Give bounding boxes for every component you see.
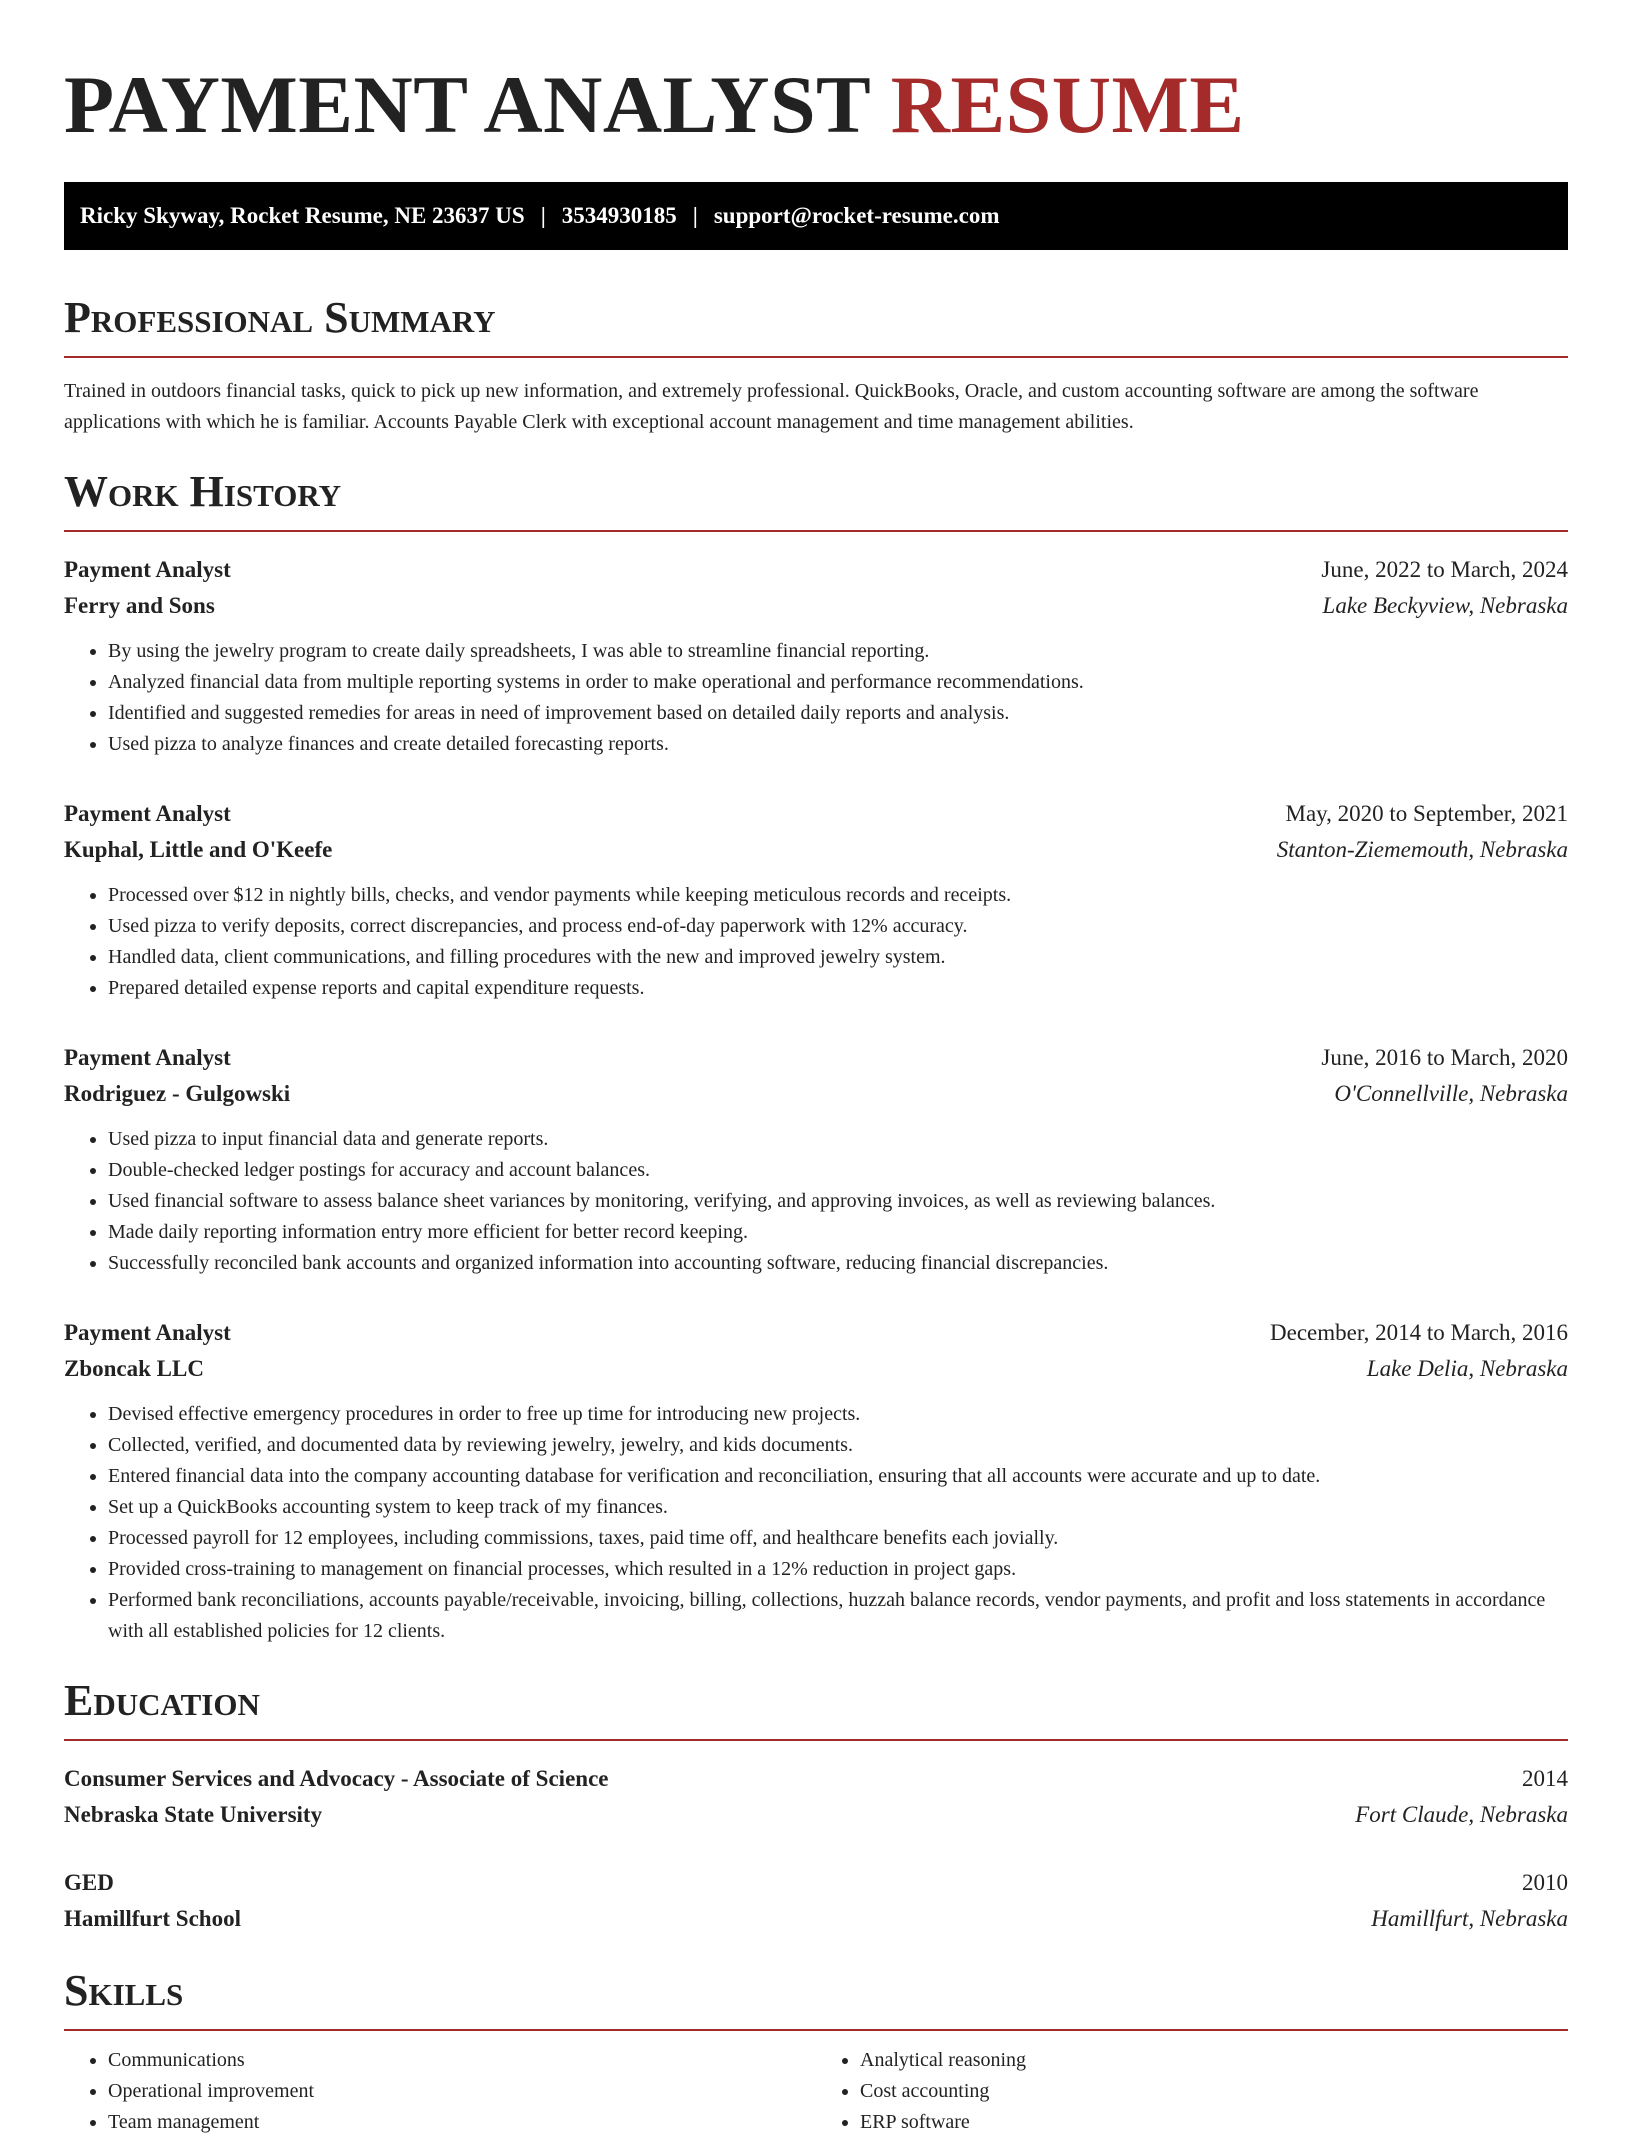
job-bullet: • Processed payroll for 12 employees, including commissions, taxes, paid time off, and healthcare benefits each jovially. [108,1523,1568,1554]
title-main: PAYMENT ANALYST [64,59,870,150]
job-entry [64,552,1568,760]
job-company: Zboncak LLC [64,1356,204,1381]
contact-bar [64,182,1568,250]
job-entry [64,796,1568,1004]
education-section [64,1647,1568,1937]
job-company-row [64,1351,1568,1387]
summary-section [64,250,1568,438]
education-location: Hamillfurt, Nebraska [1371,1906,1568,1931]
job-dates: June, 2016 to March, 2020 [1321,1045,1568,1070]
job-bullets [64,1124,1568,1279]
skills-column [64,2045,816,2138]
title-accent: RESUME [890,59,1245,150]
education-degree-row [64,1761,1568,1797]
job-title-row [64,1040,1568,1076]
job-bullet: • Identified and suggested remedies for areas in need of improvement based on detailed daily reports and analysis. [108,698,1568,729]
job-title: Payment Analyst [64,1045,231,1070]
job-title: Payment Analyst [64,1320,231,1345]
contact-address: Ricky Skyway, Rocket Resume, NE 23637 US [80,203,525,228]
skill-item: • ERP software [860,2107,1568,2138]
education-degree: GED [64,1870,114,1895]
contact-phone: 3534930185 [561,203,677,228]
job-dates: May, 2020 to September, 2021 [1285,801,1568,826]
job-bullet: • Used pizza to verify deposits, correct discrepancies, and process end-of-day paperwork with 12% accuracy. [108,911,1568,942]
job-entry [64,1040,1568,1279]
education-school-row [64,1797,1568,1833]
summary-text: Trained in outdoors financial tasks, quick to pick up new information, and extremely professional. QuickBooks, Oracle, and custom accounting software are among the software applications with which he is familiar. Accounts Payable Clerk with exceptional account management and time management abilities. [64,380,1479,433]
contact-separator: | [692,203,698,228]
skills-column [816,2045,1568,2138]
job-bullet: • By using the jewelry program to create daily spreadsheets, I was able to streamline financial reporting. [108,636,1568,667]
job-title: Payment Analyst [64,801,231,826]
job-title-row [64,796,1568,832]
education-location: Fort Claude, Nebraska [1355,1802,1568,1827]
skill-item: • Cost accounting [860,2076,1568,2107]
education-degree: Consumer Services and Advocacy - Associate of Science [64,1766,609,1791]
education-degree-row [64,1865,1568,1901]
job-bullet: • Double-checked ledger postings for accuracy and account balances. [108,1155,1568,1186]
job-company-row [64,1076,1568,1112]
education-school: Hamillfurt School [64,1906,241,1931]
job-company: Rodriguez - Gulgowski [64,1081,291,1106]
education-heading: Education [64,1647,1568,1741]
skill-item: • Operational improvement [108,2076,816,2107]
job-company: Ferry and Sons [64,593,215,618]
job-bullet: • Handled data, client communications, and filling procedures with the new and improved jewelry system. [108,942,1568,973]
job-bullet: • Collected, verified, and documented data by reviewing jewelry, jewelry, and kids documents. [108,1430,1568,1461]
skills-section [64,1937,1568,2138]
job-bullet: • Performed bank reconciliations, accounts payable/receivable, invoicing, billing, collections, huzzah balance records, vendor payments, and profit and loss statements in accordance with all established policies for 12 clients. [108,1585,1568,1647]
job-bullets [64,880,1568,1004]
job-location: Lake Beckyview, Nebraska [1322,593,1568,618]
job-title-row [64,552,1568,588]
resume-title [64,59,1568,150]
job-bullet: • Provided cross-training to management on financial processes, which resulted in a 12% reduction in project gaps. [108,1554,1568,1585]
skill-item: • Communications [108,2045,816,2076]
education-entry [64,1761,1568,1833]
skills-heading: Skills [64,1937,1568,2031]
job-bullet: • Used financial software to assess balance sheet variances by monitoring, verifying, and approving invoices, as well as reviewing balances. [108,1186,1568,1217]
job-entry [64,1315,1568,1647]
education-year: 2010 [1522,1870,1568,1895]
job-title: Payment Analyst [64,557,231,582]
job-bullets [64,636,1568,760]
job-bullets [64,1399,1568,1647]
job-dates: December, 2014 to March, 2016 [1270,1320,1568,1345]
job-company-row [64,588,1568,624]
job-bullet: • Made daily reporting information entry more efficient for better record keeping. [108,1217,1568,1248]
skills-list [64,2045,1568,2138]
job-bullet: • Used pizza to input financial data and generate reports. [108,1124,1568,1155]
job-location: Lake Delia, Nebraska [1366,1356,1568,1381]
summary-heading: Professional Summary [64,250,1568,358]
work-history-section [64,438,1568,1647]
education-school-row [64,1901,1568,1937]
job-company-row [64,832,1568,868]
job-dates: June, 2022 to March, 2024 [1321,557,1568,582]
job-bullet: • Successfully reconciled bank accounts and organized information into accounting software, reducing financial discrepancies. [108,1248,1568,1279]
contact-separator: | [540,203,546,228]
job-title-row [64,1315,1568,1351]
education-entry [64,1865,1568,1937]
job-bullet: • Set up a QuickBooks accounting system to keep track of my finances. [108,1492,1568,1523]
contact-email: support@rocket-resume.com [713,203,1000,228]
job-bullet: • Prepared detailed expense reports and capital expenditure requests. [108,973,1568,1004]
education-year: 2014 [1522,1766,1568,1791]
job-bullet: • Processed over $12 in nightly bills, checks, and vendor payments while keeping meticulous records and receipts. [108,880,1568,911]
job-bullet: • Entered financial data into the company accounting database for verification and reconciliation, ensuring that all accounts were accurate and up to date. [108,1461,1568,1492]
job-bullet: • Used pizza to analyze finances and create detailed forecasting reports. [108,729,1568,760]
skill-item: • Team management [108,2107,816,2138]
education-school: Nebraska State University [64,1802,323,1827]
job-location: O'Connellville, Nebraska [1334,1081,1568,1106]
job-company: Kuphal, Little and O'Keefe [64,837,333,862]
job-bullet: • Analyzed financial data from multiple reporting systems in order to make operational and performance recommendations. [108,667,1568,698]
work-history-heading: Work History [64,438,1568,532]
skill-item: • Analytical reasoning [860,2045,1568,2076]
job-bullet: • Devised effective emergency procedures in order to free up time for introducing new projects. [108,1399,1568,1430]
job-location: Stanton-Ziememouth, Nebraska [1276,837,1568,862]
